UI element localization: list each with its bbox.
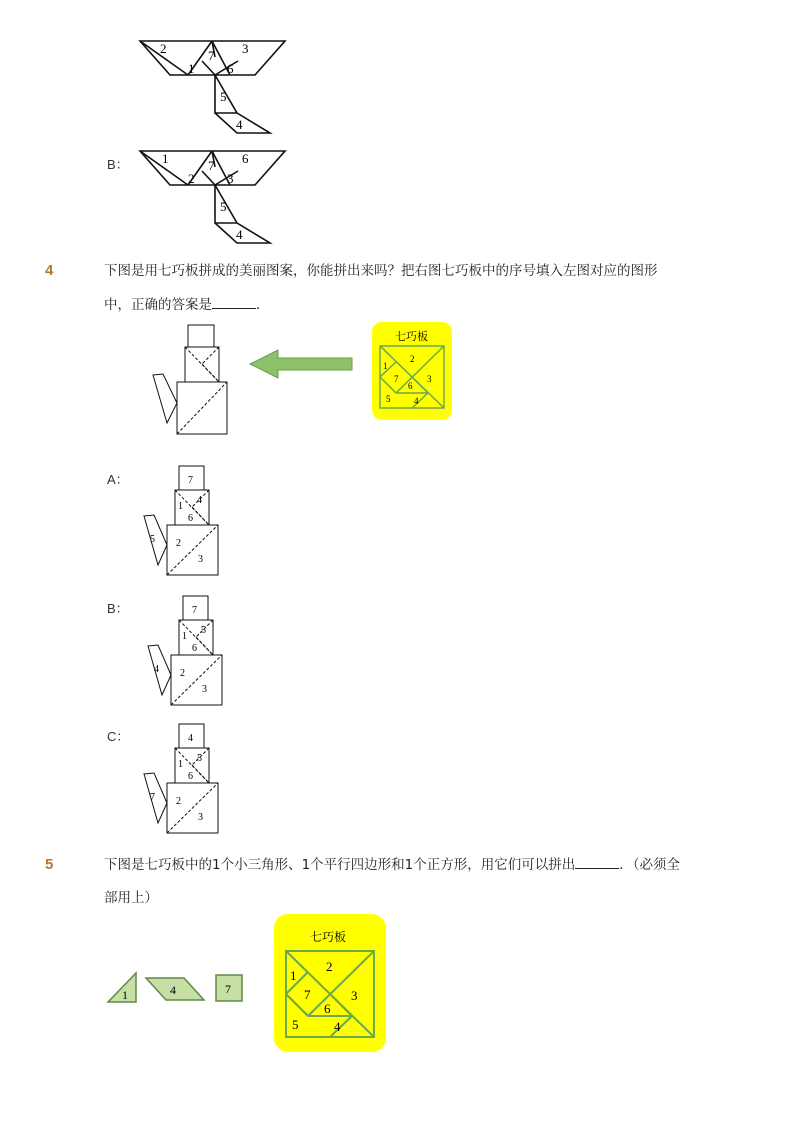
q4-option-b-label[interactable]: B： bbox=[107, 601, 129, 616]
q5-tangram-label-7: 7 bbox=[304, 987, 311, 1002]
fig-b-label-6: 5 bbox=[220, 199, 227, 214]
q5-piece-7: 7 bbox=[225, 982, 231, 996]
a-piece-7: 7 bbox=[188, 475, 193, 486]
figure-option-a-top bbox=[130, 35, 300, 140]
q4-tangram-label-7: 7 bbox=[394, 374, 399, 384]
q5-tangram-label-2: 2 bbox=[326, 959, 333, 974]
fig-b-label-3: 6 bbox=[242, 151, 249, 166]
fig-b-label-7: 4 bbox=[236, 227, 243, 242]
q4-option-a-figure[interactable] bbox=[138, 462, 228, 577]
b-piece-1: 1 bbox=[182, 631, 187, 642]
q5-tangram-label-1: 1 bbox=[290, 968, 297, 983]
q5-tangram-label-6: 6 bbox=[324, 1001, 331, 1016]
c-piece-4: 4 bbox=[188, 733, 193, 744]
q4-tangram-title: 七巧板 bbox=[395, 331, 428, 343]
q5-piece-4: 4 bbox=[170, 983, 176, 997]
a-piece-6: 6 bbox=[188, 513, 193, 524]
b-piece-6: 6 bbox=[192, 643, 197, 654]
figure-option-b-top bbox=[130, 145, 300, 250]
q5-tangram-svg bbox=[274, 914, 386, 1052]
q4-tangram-label-4: 4 bbox=[414, 396, 419, 406]
fig-a-label-1: 2 bbox=[160, 41, 167, 56]
question-5-line2: 部用上） bbox=[104, 890, 158, 906]
q4-option-c-figure[interactable] bbox=[138, 720, 228, 835]
q5-tangram-label-5: 5 bbox=[292, 1017, 299, 1032]
a-piece-1: 1 bbox=[178, 501, 183, 512]
question-5-line1-end: ．（必须全 bbox=[619, 857, 681, 873]
question-5-line1 bbox=[104, 850, 724, 880]
c-piece-2: 2 bbox=[176, 796, 181, 807]
c-piece-6: 6 bbox=[188, 771, 193, 782]
q4-tangram-label-1: 1 bbox=[383, 361, 388, 371]
fig-b-label-4: 2 bbox=[188, 171, 195, 186]
fig-a-label-4: 1 bbox=[188, 61, 195, 76]
a-piece-5: 5 bbox=[150, 534, 155, 545]
a-piece-3: 3 bbox=[198, 554, 203, 565]
question-5-line1-text: 下图是七巧板中的1个小三角形、1个平行四边形和1个正方形，用它们可以拼出 bbox=[104, 857, 576, 873]
question-4-answer-blank[interactable] bbox=[212, 294, 256, 309]
b-piece-5: 5 bbox=[201, 625, 206, 636]
q4-tangram-svg bbox=[372, 322, 452, 420]
c-piece-5: 5 bbox=[197, 753, 202, 764]
q5-pieces bbox=[104, 970, 249, 1006]
fig-a-label-5: 6 bbox=[227, 61, 234, 76]
arrow-shape bbox=[250, 350, 352, 378]
fig-a-label-2: 7 bbox=[208, 48, 215, 63]
q4-tangram-label-5: 5 bbox=[386, 394, 391, 404]
c-piece-3: 3 bbox=[198, 812, 203, 823]
option-b-top-label: B： bbox=[107, 157, 129, 172]
c-piece-1: 1 bbox=[178, 759, 183, 770]
question-4-line2 bbox=[104, 290, 724, 320]
q4-option-b-figure[interactable] bbox=[142, 592, 232, 707]
q5-tangram-card bbox=[274, 914, 386, 1052]
question-4-line2-end: ． bbox=[256, 297, 270, 313]
question-4-line1: 下图是用七巧板拼成的美丽图案，你能拼出来吗？把右图七巧板中的序号填入左图对应的图形 bbox=[104, 263, 658, 279]
q4-tangram-label-3: 3 bbox=[427, 374, 432, 384]
q5-tangram-label-4: 4 bbox=[334, 1019, 341, 1034]
fig-a-label-7: 4 bbox=[236, 117, 243, 132]
fig-b-label-5: 3 bbox=[227, 171, 234, 186]
q4-option-a-label[interactable]: A： bbox=[107, 472, 129, 487]
fig-b-label-1: 1 bbox=[162, 151, 169, 166]
b-piece-7: 7 bbox=[192, 605, 197, 616]
q5-tangram-label-3: 3 bbox=[351, 988, 358, 1003]
question-4-line2-text: 中，正确的答案是 bbox=[104, 297, 212, 313]
a-piece-2: 2 bbox=[176, 538, 181, 549]
q4-tangram-card bbox=[372, 322, 452, 420]
fig-b-label-2: 7 bbox=[208, 158, 215, 173]
q4-option-c-label[interactable]: C： bbox=[107, 729, 130, 744]
a-piece-4: 4 bbox=[197, 495, 202, 506]
q5-piece-1: 1 bbox=[122, 988, 128, 1002]
question-5-number: 5 bbox=[45, 856, 54, 873]
b-piece-2: 2 bbox=[180, 668, 185, 679]
c-piece-7: 7 bbox=[150, 792, 155, 803]
q5-tangram-title: 七巧板 bbox=[310, 930, 347, 944]
question-4-number: 4 bbox=[45, 262, 54, 279]
question-5-answer-blank[interactable] bbox=[575, 854, 619, 869]
q4-tangram-label-6: 6 bbox=[408, 381, 413, 391]
fig-a-label-6: 5 bbox=[220, 89, 227, 104]
fig-a-label-3: 3 bbox=[242, 41, 249, 56]
q4-target-figure bbox=[145, 320, 245, 438]
left-arrow-icon bbox=[248, 348, 356, 380]
b-piece-3: 3 bbox=[202, 684, 207, 695]
q4-tangram-label-2: 2 bbox=[410, 354, 415, 364]
b-piece-4: 4 bbox=[154, 664, 159, 675]
